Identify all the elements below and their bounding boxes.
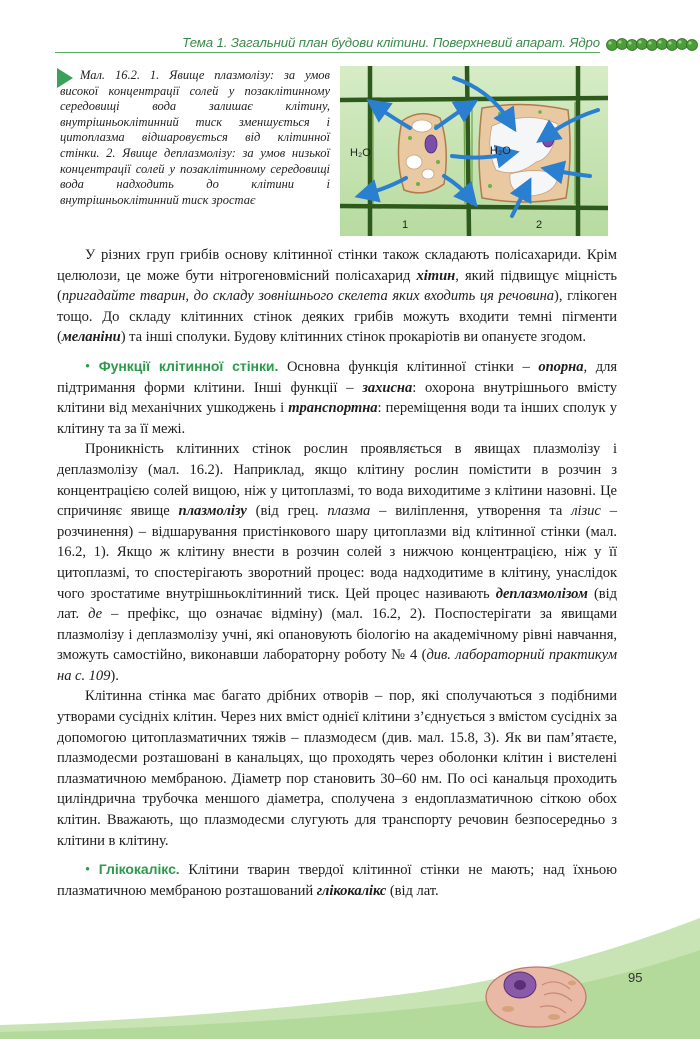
cell-illustration-icon xyxy=(480,955,590,1033)
section-bullet: • xyxy=(85,862,91,879)
paragraph-plasmodesmata: Клітинна стінка має багато дрібних отворів – пор, які сполучаються з подібними утворами сусідніх клітин. Через них вміст однієї клітини з’єднується з вмістом сусідніх за допомогою цитоплазматичних тяжів – плазмодесм (див. мал. 15.8, 3). Як ви пам’ятаєте, плазмодесми розташовані в канальцях, що проходять через оболонки клітин і вистелені плазматичною мембраною. Діаметр пор становить 30–60 нм. По осі канальця проходить циліндрична трубочка меншого діаметра, сполучена з ендоплазматичною сіткою обох клітин. Вважають, що плазмодесми слугують для транспорту речовин безпосередньо з клітини в клітину. xyxy=(57,688,617,849)
figure-caption: Мал. 16.2. 1. Явище плазмолізу: за умов високої концентрації солей у позаклітинному середовищі вода залишає клітину, внутрішньоклітинний тиск зменшується і цитоплазма відшаровується від клітинної стінки. 2. Явище деплазмолізу: за умов низької концентрації солей у позаклітинному середовищі вода надходить до клітини і внутрішньоклітинний тиск зростає xyxy=(60,68,330,207)
term-transport: транспортна xyxy=(288,400,378,417)
section-glycocalyx: • Глікокалікс. Клітини тварин твердої клітинної стінки не мають; над їхньою плазматичною мембраною розташований глікокалікс (від лат. xyxy=(57,861,617,899)
hint-text: пригадайте тварин, до складу зовнішнього скелета яких входить ця речовина xyxy=(61,288,555,305)
bead-chain-icon xyxy=(606,34,700,56)
section-cell-wall-functions: • Функції клітинної стінки. Основна функція клітинної стінки – опорна, для підтримання форми клітини. Інші функції – захисна: охорона внутрішнього вмісту клітини від механічних ушкоджень і транспортна: переміщення води та інших сполук у клітину та за її межі. xyxy=(57,357,617,437)
section-heading-functions: Функції клітинної стінки. xyxy=(98,357,279,374)
lab-reference: див. лабораторний практикум на с. 109 xyxy=(57,647,617,684)
plasmolysis-figure xyxy=(340,66,608,236)
term-glycocalyx: глікокалікс xyxy=(316,882,387,899)
panel-label-1: 1 xyxy=(402,219,409,231)
term-plasmolysis: плазмолізу xyxy=(178,503,247,520)
header-rule xyxy=(55,52,600,53)
term-supporting: опорна xyxy=(538,358,584,375)
term-deplasmolysis: деплазмолізом xyxy=(495,585,588,602)
term-chitin: хітин xyxy=(416,267,456,284)
running-header: Тема 1. Загальний план будови клітини. Поверхневий апарат. Ядро xyxy=(182,35,600,50)
footer-wave xyxy=(0,900,700,1039)
main-text xyxy=(57,245,617,901)
h2o-label-1: H₂O xyxy=(350,147,371,159)
panel-label-2: 2 xyxy=(536,219,543,231)
term-melanins: меланіни xyxy=(61,329,121,346)
h2o-label-2: H₂O xyxy=(490,145,511,157)
section-bullet: • xyxy=(85,358,91,375)
section-heading-glycocalyx: Глікокалікс. xyxy=(98,861,180,878)
term-protective: захисна xyxy=(362,379,413,396)
paragraph-fungi-walls: У різних груп грибів основу клітинної стінки також складають полісахариди. Крім целюлози, це може бути нітрогеновмісний полісахарид хітин, який підвищує міцність (пригадайте тварин, до складу зовнішнього скелета яких входить ця речовина), глікоген тощо. До складу клітинних стінок деяких грибів можуть входити темні пігменти (меланіни) та інші сполуки. Будову клітинних стінок прокаріотів ви опануєте згодом. xyxy=(57,247,617,346)
page-number: 95 xyxy=(628,970,643,985)
paragraph-plasmolysis: Проникність клітинних стінок рослин проявляється в явищах плазмолізу і деплазмолізу (мал. 16.2). Наприклад, якщо клітину рослин помістити в розчин з концентрацією солей вищою, ніж у цитоплазмі, то вода виходитиме з клітини назовні. Це спричиняє явище плазмолізу (від грец. плазма – виліплення, утворення та лізис – розчинення) – відшарування пристінкового шару цитоплазми від клітинної стінки (мал. 16.2, 1). Якщо ж клітину внести в розчин солей з нижчою концентрацією, ніж у її цитоплазмі, то спостерігають зворотний процес: вода надходитиме в клітину, унаслідок чого зростатиме внутрішньоклітинний тиск. Цей процес називають деплазмолізом (від лат. де – префікс, що означає відміну) (мал. 16.2, 2). Поспостерігати за явищами плазмолізу і деплазмолізу учні, які опановують біологію на академічному рівні навчання, зможуть самостійно, виконавши лабораторну роботу № 4 (див. лабораторний практикум на с. 109). xyxy=(57,441,617,684)
